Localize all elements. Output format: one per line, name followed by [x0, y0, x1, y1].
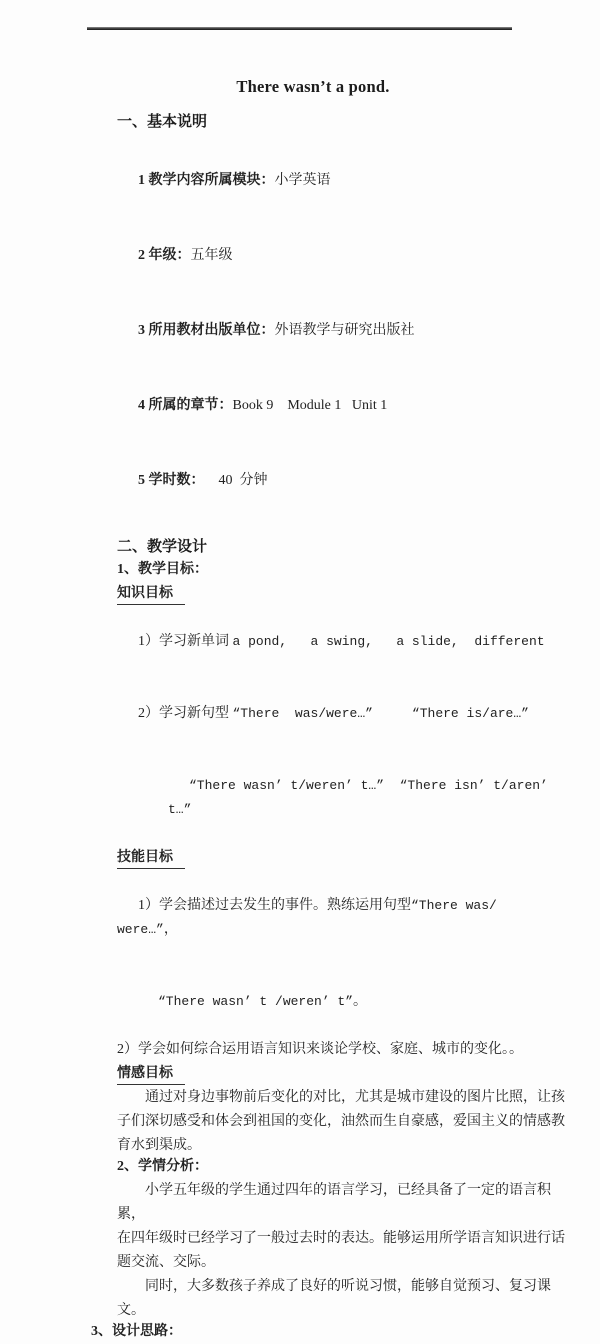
info-label: 3 所用教材出版单位：: [138, 323, 275, 338]
info-item-grade: [117, 218, 565, 293]
design-section: [91, 558, 565, 1344]
analysis-paragraph-line: 小学五年级的学生通过四年的语言学习，已经具备了一定的语言积累，: [117, 1183, 551, 1222]
info-value: Book 9 Module 1 Unit 1: [232, 398, 388, 413]
skill-line-2-en: “There wasn’ t /weren’ t”: [158, 994, 354, 1009]
info-value: 小学英语: [274, 173, 331, 188]
thinking-heading: 3、设计思路：: [91, 1324, 182, 1339]
analysis-heading: 2、学情分析：: [117, 1159, 208, 1174]
skill-goal-heading: [117, 846, 565, 870]
info-label: 1 教学内容所属模块：: [138, 173, 275, 188]
section-heading-basic: 一、基本说明: [117, 114, 208, 130]
skill-line-2: [137, 966, 565, 1038]
analysis-paragraph-line: 题交流、交际。: [117, 1255, 215, 1270]
info-value: 外语教学与研究出版社: [274, 323, 415, 338]
skill-line-1-en: “There was/ were…”: [117, 898, 505, 937]
info-label: 5 学时数：: [138, 473, 205, 488]
knowledge-goal-heading-text: 知识目标: [117, 583, 185, 605]
emotion-goal-heading-text: 情感目标: [117, 1063, 185, 1085]
emotion-paragraph-line: 育水到渠成。: [117, 1138, 201, 1153]
emotion-goal-heading: [117, 1062, 565, 1086]
knowledge-line-1-en: a pond, a swing, a slide, different: [232, 634, 545, 649]
info-value: 40 分钟: [204, 473, 268, 488]
analysis-paragraph-line: 在四年级时已经学习了一般过去时的表达。能够运用所学语言知识进行话: [117, 1231, 565, 1246]
info-label: 2 年级：: [138, 248, 191, 263]
section-heading-design: 二、教学设计: [117, 539, 208, 555]
analysis-paragraph-line: 同时，大多数孩子养成了良好的听说习惯，能够自觉预习、复习课文。: [117, 1279, 551, 1318]
knowledge-line-2-en: “There was/were…” “There is/are…”: [232, 706, 529, 721]
info-value: 五年级: [190, 248, 233, 263]
knowledge-line-3-en: “There wasn’ t/weren’ t…” “There isn’ t/aren’ t…”: [168, 778, 556, 817]
skill-line-3: 2）学会如何综合运用语言知识来谈论学校、家庭、城市的变化。。: [117, 1042, 523, 1057]
skill-line-1-tail: ，: [163, 922, 178, 937]
goals-heading: 1、教学目标：: [117, 562, 208, 577]
knowledge-line-2-ch: 2）学习新句型: [138, 706, 233, 721]
knowledge-line-1: [117, 606, 565, 678]
knowledge-goal-heading: [117, 582, 565, 606]
knowledge-line-3: [168, 750, 565, 846]
basic-info-list: [117, 143, 565, 518]
knowledge-line-2: [117, 678, 565, 750]
skill-line-1: [117, 870, 565, 966]
info-item-chapter: [117, 368, 565, 443]
info-label: 4 所属的章节：: [138, 398, 233, 413]
doc-title: There wasn’t a pond.: [236, 77, 390, 96]
info-item-module: [117, 143, 565, 218]
skill-line-2-tail: 。: [353, 994, 368, 1009]
info-item-duration: [117, 443, 565, 518]
knowledge-line-1-ch: 1）学习新单词: [138, 634, 233, 649]
skill-line-1-ch: 1）学会描述过去发生的事件。熟练运用句型: [138, 898, 411, 913]
emotion-paragraph-line: 子们深切感受和体会到祖国的变化，油然而生自豪感，爱国主义的情感教: [117, 1114, 565, 1129]
document-body: [91, 0, 565, 1344]
info-item-publisher: [117, 293, 565, 368]
skill-goal-heading-text: 技能目标: [117, 847, 185, 869]
emotion-paragraph-line: 通过对身边事物前后变化的对比，尤其是城市建设的图片比照，让孩: [145, 1090, 565, 1105]
